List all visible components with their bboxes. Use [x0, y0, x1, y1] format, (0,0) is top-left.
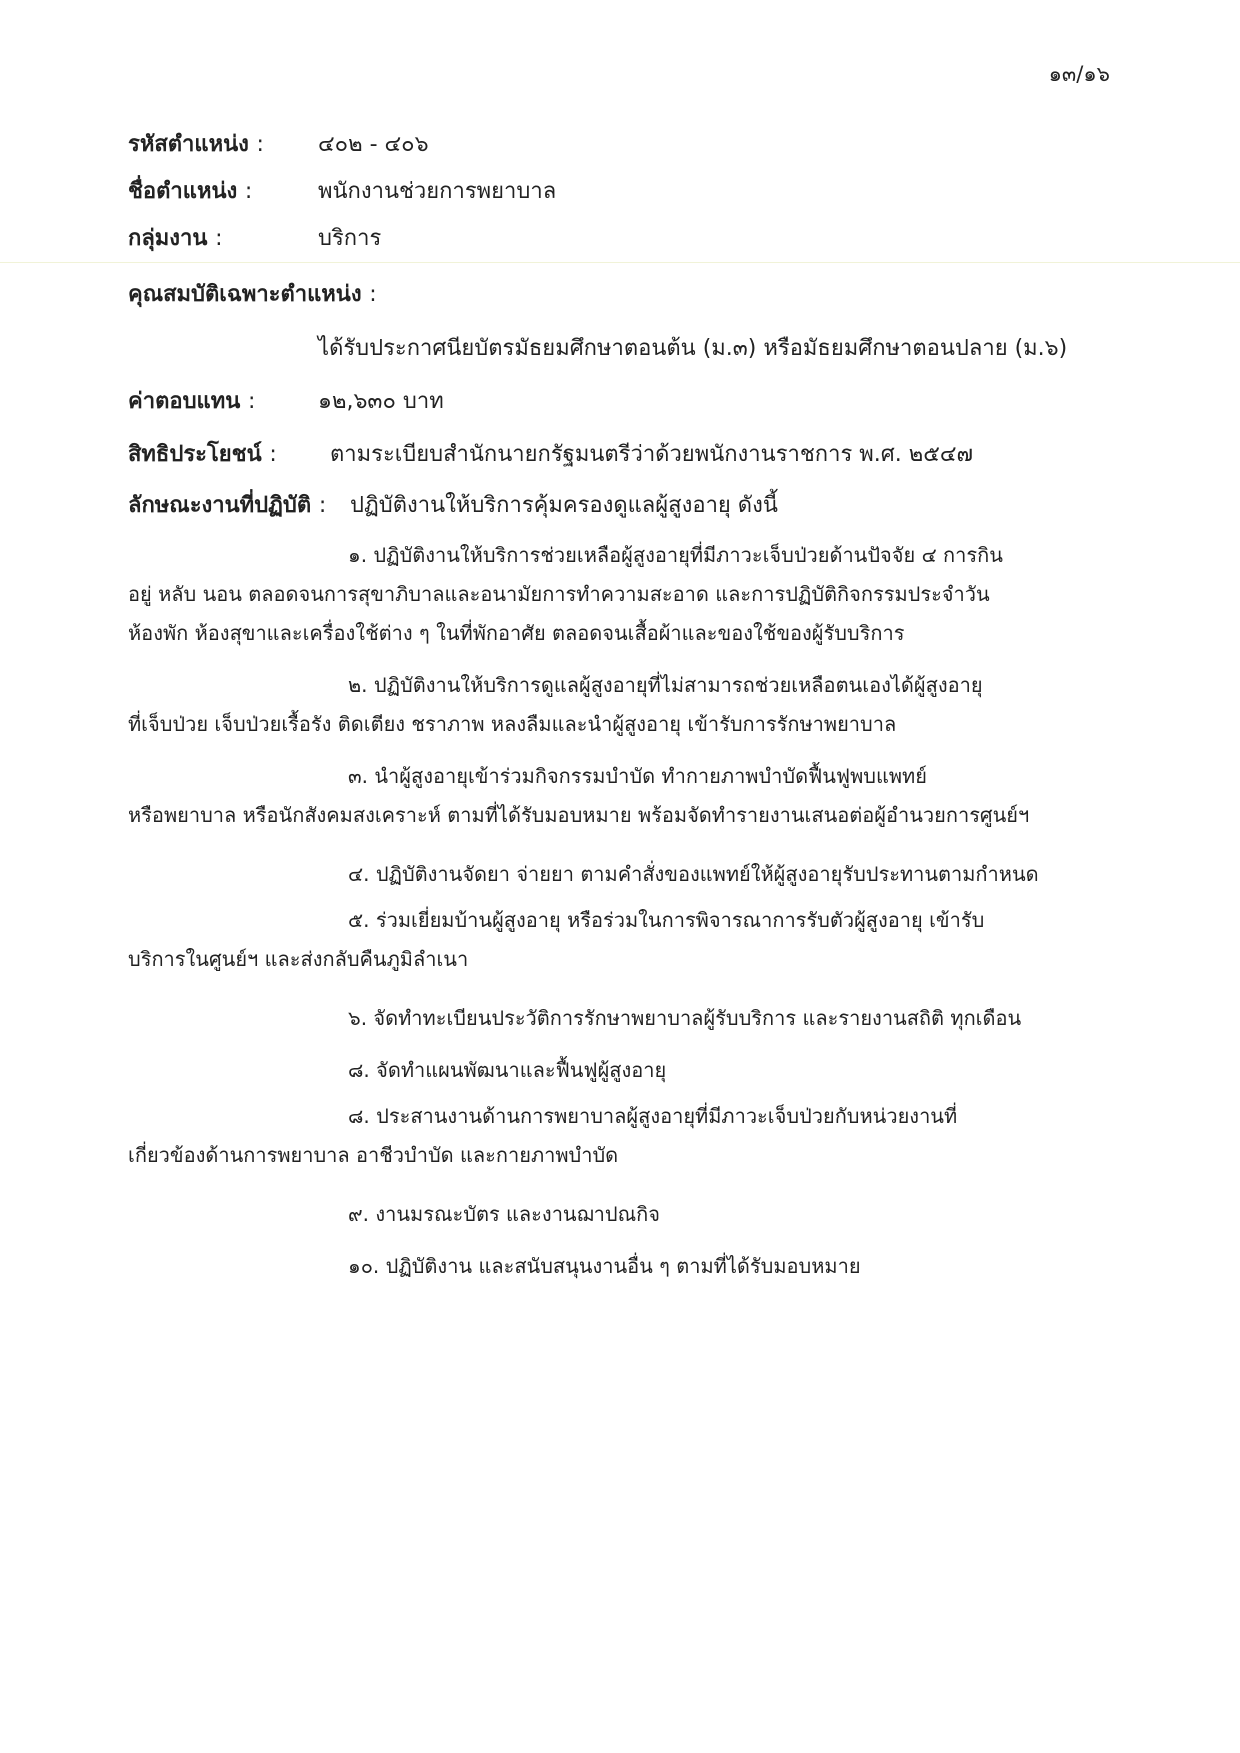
benefits-label: สิทธิประโยชน์ : [128, 442, 277, 467]
duty-1: ๑. ปฏิบัติงานให้บริการช่วยเหลือผู้สูงอายุที่มีภาวะเจ็บป่วยด้านปัจจัย ๔ การกิน อยู่ หลับ นอน ตลอดจนการสุขาภิบาลและอนามัยการทำความสะอาด และการปฏิบัติกิจกรรมประจำวัน ห้องพัก ห้องสุขาและเครื่องใช้ต่าง ๆ ในที่พักอาศัย ตลอดจนเสื้อผ้าและของใช้ของผู้รับบริการ [128, 543, 1003, 645]
duty-5: ๕. ร่วมเยี่ยมบ้านผู้สูงอายุ หรือร่วมในการพิจารณาการรับตัวผู้สูงอายุ เข้ารับ บริการในศูนย์ฯ และส่งกลับคืนภูมิลำเนา [128, 908, 985, 971]
duty-7: ๘. จัดทำแผนพัฒนาและฟื้นฟูผู้สูงอายุ [348, 1058, 667, 1082]
duty-6: ๖. จัดทำทะเบียนประวัติการรักษาพยาบาลผู้รับบริการ และรายงานสถิติ ทุกเดือน [348, 1006, 1022, 1030]
scan-artifact-line [0, 262, 1240, 263]
duty-10: ๑๐. ปฏิบัติงาน และสนับสนุนงานอื่น ๆ ตามที่ได้รับมอบหมาย [348, 1254, 861, 1278]
duty-8: ๘. ประสานงานด้านการพยาบาลผู้สูงอายุที่มีภาวะเจ็บป่วยกับหน่วยงานที่ เกี่ยวข้องด้านการพยาบาล อาชีวบำบัด และกายภาพบำบัด [128, 1104, 958, 1167]
job-description-value: ปฏิบัติงานให้บริการคุ้มครองดูแลผู้สูงอายุ ดังนี้ [350, 493, 778, 518]
position-code-value: ๔๐๒ - ๔๐๖ [318, 132, 429, 157]
duty-2: ๒. ปฏิบัติงานให้บริการดูแลผู้สูงอายุที่ไม่สามารถช่วยเหลือตนเองได้ผู้สูงอายุ ที่เจ็บป่วย เจ็บป่วยเรื้อรัง ติดเตียง ชราภาพ หลงลืมและนำผู้สูงอายุ เข้ารับการรักษาพยาบาล [128, 673, 983, 736]
position-code-label: รหัสตำแหน่ง : [128, 132, 264, 157]
duty-3: ๓. นำผู้สูงอายุเข้าร่วมกิจกรรมบำบัด ทำกายภาพบำบัดฟื้นฟูพบแพทย์ หรือพยาบาล หรือนักสังคมสงเคราะห์ ตามที่ได้รับมอบหมาย พร้อมจัดทำรายงานเสนอต่อผู้อำนวยการศูนย์ฯ [128, 764, 1030, 827]
compensation-value: ๑๒,๖๓๐ บาท [318, 389, 444, 414]
page-number: ๑๓/๑๖ [1048, 62, 1110, 86]
job-description-label: ลักษณะงานที่ปฏิบัติ : [128, 493, 327, 518]
position-title-label: ชื่อตำแหน่ง : [128, 179, 253, 204]
work-group-label: กลุ่มงาน : [128, 226, 223, 251]
compensation-label: ค่าตอบแทน : [128, 389, 256, 414]
qualification-label: คุณสมบัติเฉพาะตำแหน่ง : [128, 282, 377, 307]
position-title-value: พนักงานช่วยการพยาบาล [318, 179, 557, 204]
duty-4: ๔. ปฏิบัติงานจัดยา จ่ายยา ตามคำสั่งของแพทย์ให้ผู้สูงอายุรับประทานตามกำหนด [348, 862, 1039, 886]
benefits-value: ตามระเบียบสำนักนายกรัฐมนตรีว่าด้วยพนักงานราชการ พ.ศ. ๒๕๔๗ [330, 442, 974, 467]
work-group-value: บริการ [318, 226, 382, 251]
qualification-value: ได้รับประกาศนียบัตรมัธยมศึกษาตอนต้น (ม.๓) หรือมัธยมศึกษาตอนปลาย (ม.๖) [318, 336, 1068, 361]
duty-9: ๙. งานมรณะบัตร และงานฌาปณกิจ [348, 1202, 660, 1226]
